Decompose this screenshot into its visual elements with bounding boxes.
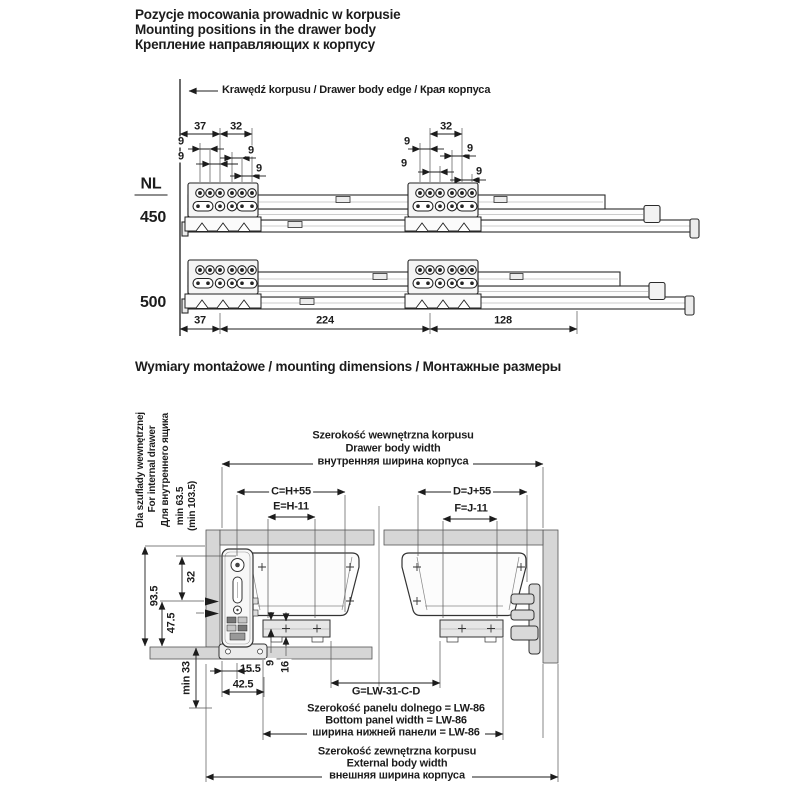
dim-height-lower: 47.5 bbox=[165, 612, 178, 634]
dim-pitch-rear-3: 9 bbox=[401, 157, 407, 170]
dim-offset-outer: 42.5 bbox=[232, 678, 254, 691]
dim-rear-offset: 128 bbox=[494, 314, 512, 327]
dim-panel-gap: 9 bbox=[264, 660, 277, 666]
external-width-label-ru: внешняя ширина корпуса bbox=[329, 769, 465, 782]
dim-pitch-rear-1: 9 bbox=[404, 135, 410, 148]
page-title-ru: Крепление направляющих к корпусу bbox=[135, 37, 375, 52]
dim-bracket-spacing: 224 bbox=[316, 314, 334, 327]
side-mount-bracket bbox=[511, 584, 540, 654]
page-title-pl: Pozycje mocowania prowadnic w korpusie bbox=[135, 7, 401, 22]
external-width-label-pl: Szerokość zewnętrzna korpusu bbox=[317, 745, 477, 758]
internal-drawer-min-2: (min 103.5) bbox=[187, 480, 198, 532]
dim-bottom-edge-offset: 37 bbox=[194, 314, 206, 327]
cabinet-top-left bbox=[220, 530, 374, 545]
dim-d-label: D=J+55 bbox=[453, 485, 491, 498]
dim-f-label: F=J-11 bbox=[454, 502, 488, 515]
dim-g-label: G=LW-31-C-D bbox=[351, 685, 421, 698]
dim-height-total: 93.5 bbox=[148, 585, 161, 607]
length-500-label: 500 bbox=[139, 294, 167, 311]
dim-pitch-front-3: 9 bbox=[248, 144, 254, 157]
nl-column-header: NL bbox=[135, 177, 168, 196]
body-edge-label: Krawędź korpusu / Drawer body edge / Края корпуса bbox=[222, 84, 491, 96]
body-width-label-pl: Szerokość wewnętrzna korpusu bbox=[312, 429, 474, 442]
dim-pitch-front-1: 9 bbox=[178, 135, 184, 148]
cabinet-side-left bbox=[206, 530, 220, 647]
bottom-panel-label-pl: Szerokość panelu dolnego = LW-86 bbox=[307, 702, 485, 715]
page-title-en: Mounting positions in the drawer body bbox=[135, 22, 376, 37]
body-width-label-en: Drawer body width bbox=[345, 442, 441, 455]
length-450-label: 450 bbox=[139, 209, 167, 226]
dim-hole-span-front: 32 bbox=[230, 120, 242, 133]
external-width-label-en: External body width bbox=[346, 757, 448, 770]
internal-drawer-note-pl: Dla szuflady wewnętrznej bbox=[135, 412, 146, 528]
bottom-panel-label-ru: ширина нижней панели = LW-86 bbox=[312, 726, 480, 739]
dim-c-label: C=H+55 bbox=[271, 485, 311, 498]
section-title-mounting-dimensions: Wymiary montażowe / mounting dimensions / Монтажные размеры bbox=[135, 359, 562, 374]
dims-500-bottom bbox=[180, 311, 577, 334]
bottom-panel-label-en: Bottom panel width = LW-86 bbox=[325, 714, 467, 727]
dim-height-upper: 32 bbox=[185, 571, 198, 583]
dim-edge-offset-front: 37 bbox=[194, 120, 206, 133]
dim-e-label: E=H-11 bbox=[273, 500, 309, 513]
dim-pitch-front-2: 9 bbox=[178, 150, 184, 163]
internal-drawer-note-ru: Для внутреннего ящика bbox=[160, 413, 171, 527]
dim-pitch-rear-4: 9 bbox=[476, 165, 482, 178]
dim-panel-thickness: 16 bbox=[279, 661, 292, 673]
dim-pitch-front-4: 9 bbox=[256, 162, 262, 175]
body-width-label-ru: внутренняя ширина корпуса bbox=[317, 455, 469, 468]
dim-hole-span-rear: 32 bbox=[440, 120, 452, 133]
internal-drawer-note-en: For internal drawer bbox=[147, 425, 158, 513]
dim-pitch-rear-2: 9 bbox=[467, 142, 473, 155]
left-drawer-section bbox=[205, 549, 359, 659]
cabinet-top-right bbox=[384, 530, 543, 545]
slide-500-drawing bbox=[182, 260, 694, 315]
dim-offset-inner: 15.5 bbox=[240, 663, 261, 675]
internal-drawer-min-1: min 63.5 bbox=[175, 486, 186, 526]
right-drawer-section bbox=[402, 553, 540, 654]
slide-450-drawing bbox=[182, 183, 699, 238]
cabinet-side-right bbox=[543, 530, 558, 663]
dim-clearance-min: min 33 bbox=[180, 661, 193, 695]
